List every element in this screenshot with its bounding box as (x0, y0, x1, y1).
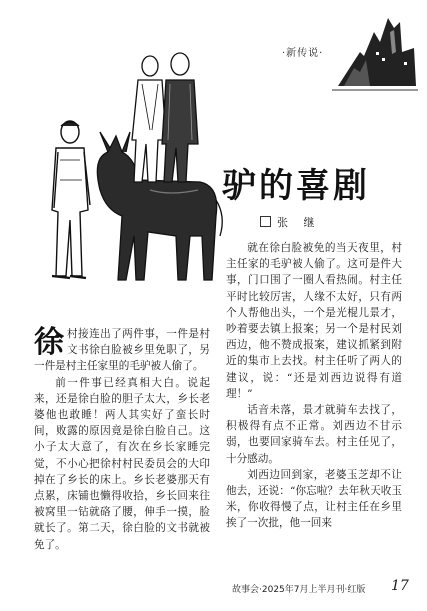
men-on-donkey-figure (132, 53, 198, 182)
article-title: 驴的喜剧 (222, 166, 370, 206)
right-text-column (226, 240, 402, 532)
donkey-illustration (30, 40, 235, 300)
author-box-icon (260, 216, 271, 227)
cityscape-decoration (330, 12, 420, 94)
standing-man-figure (52, 121, 90, 278)
first-paragraph-text: 村接连出了两件事，一件是村文书徐白脸被乡里免职了，另一件是村主任家里的毛驴被人偷了。 (34, 328, 210, 373)
paragraph: 就在徐白脸被免的当天夜里，村主任家的毛驴被人偷了。这可是件大事，门口围了一圈人看热闹。村主任平时比较厉害，人缘不太好，只有两个人帮他出头，一个是光棍儿景才，吵着要去镇上报案；另一个是村民刘西边，他不赞成报案，建议抓紧到附近的集市上去找。村主任听了两人的建议，说：“还是刘西边说得有道理！” (226, 242, 402, 400)
column-tag: ·新传说· (282, 48, 324, 59)
author-name: 张 继 (277, 216, 321, 229)
magazine-footer: 故事会·2025年7月上半月刊·红版 (232, 585, 366, 595)
donkey-figure (97, 132, 222, 280)
paragraph: 话音未落，景才就骑车去找了，积极得有点不正常。刘西边不甘示弱，也要回家骑车去。村主任见了，十分感动。 (226, 404, 402, 465)
dropcap: 徐 (34, 325, 64, 360)
author-line (260, 214, 321, 230)
left-text-column (34, 326, 210, 553)
paragraph: 前一件事已经真相大白。说起来，还是徐白脸的胆子太大，乡长老婆他也敢睡！两人其实好了蛮长时间，败露的原因竟是徐白脸自己。这小子太大意了，有次在乡长家睡完觉，不小心把徐村村民委员会的大印掉在了乡长的床上。乡长老婆那天有点累，床铺也懒得收拾，乡长回来往被窝里一钻就硌了腰，伸手一摸，脸就长了。第二天，徐白脸的文书就被免了。 (34, 376, 210, 551)
paragraph: 刘西边回到家，老婆玉芝却不让他去，还说：“你忘啦？去年秋天收玉米，你收得慢了点，让村主任在乡里挨了一次批，他一回来 (226, 468, 402, 530)
first-paragraph (34, 326, 210, 375)
page-number: 17 (391, 578, 409, 594)
